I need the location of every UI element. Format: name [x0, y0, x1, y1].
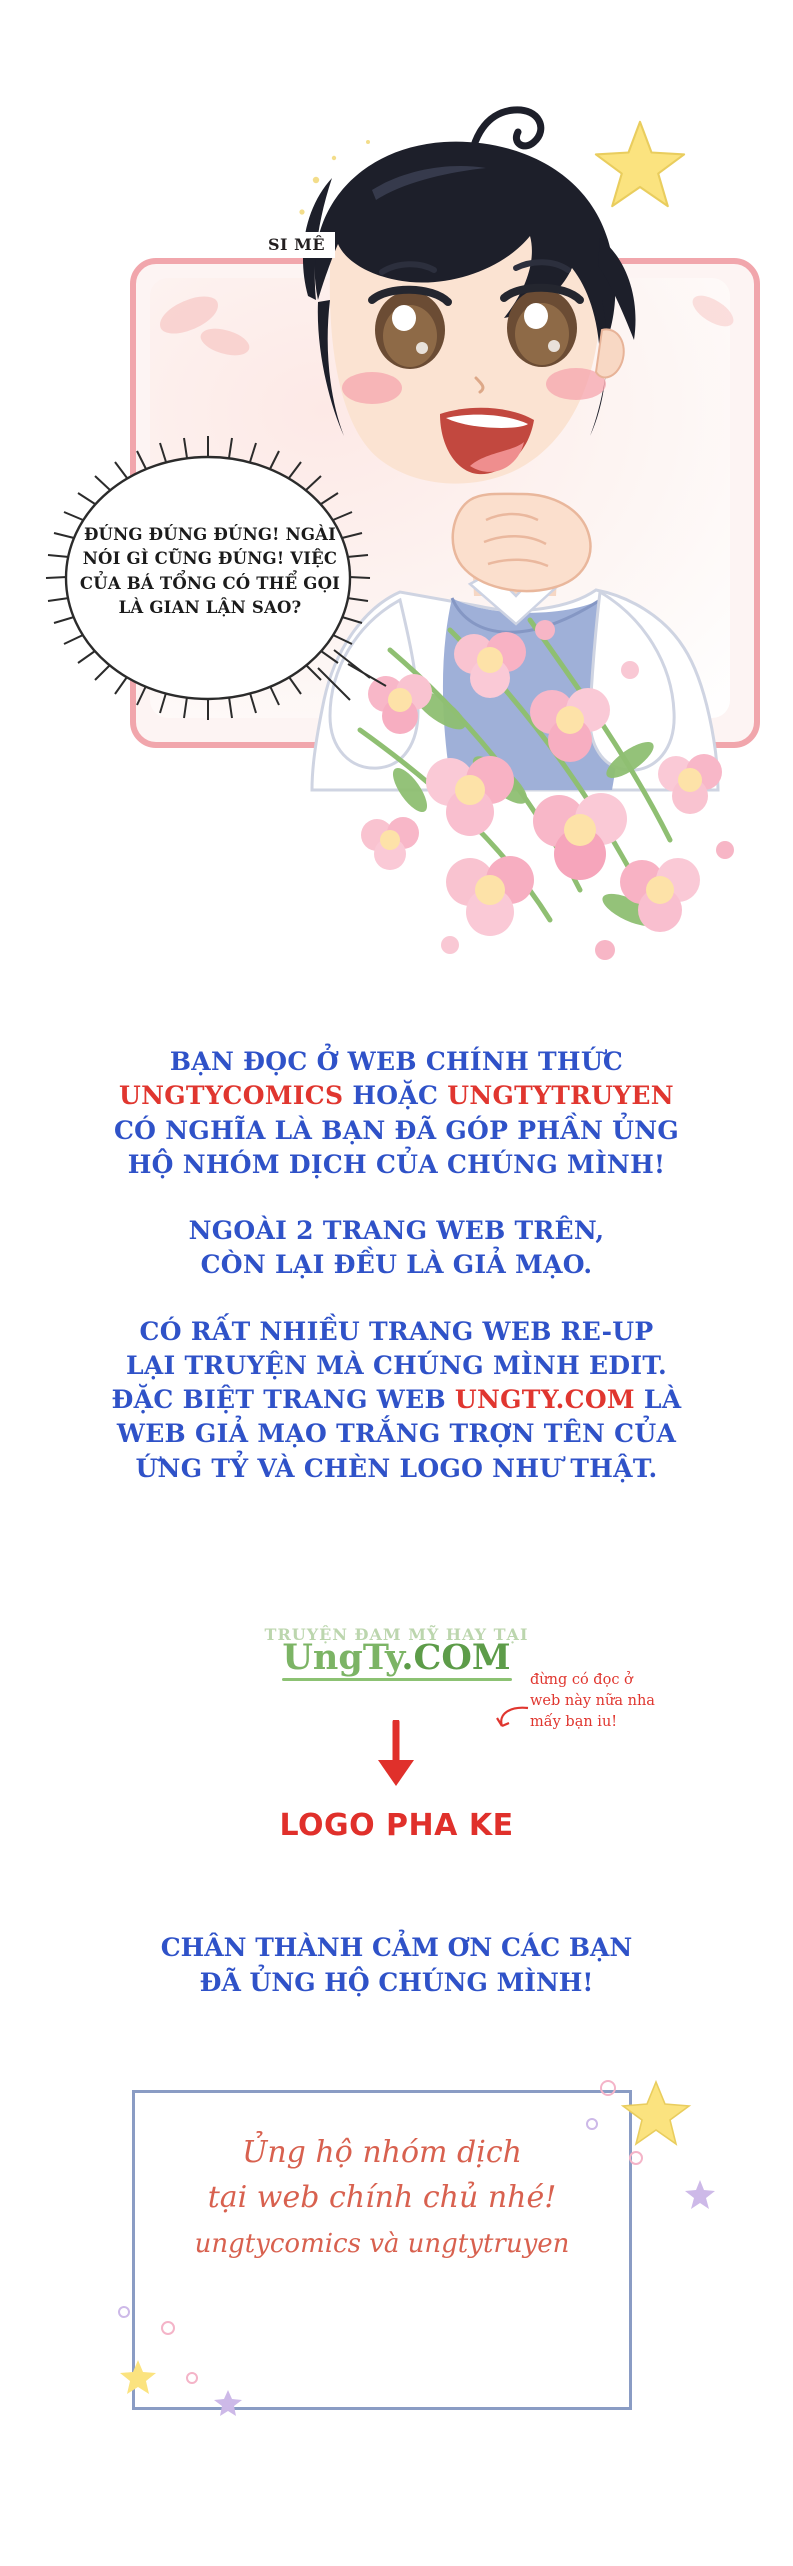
panel-tag: SI MÊ: [258, 232, 335, 258]
support-line-2: tại web chính chủ nhé!: [207, 2180, 557, 2215]
bubble-line-2: NÓI GÌ CŨNG ĐÚNG! VIỆC: [82, 549, 338, 569]
card-decor-stars: [100, 2060, 720, 2460]
curved-arrow-icon: [492, 1698, 532, 1738]
notice-line: CÒN LẠI ĐỀU LÀ GIẢ MẠO.: [200, 1250, 593, 1280]
fake-logo-underline: [282, 1678, 512, 1681]
side-note-line-2: web này nữa nha: [530, 1693, 655, 1710]
support-line-1: Ủng hộ nhóm dịch: [242, 2135, 522, 2170]
side-annotation: [530, 1670, 705, 1733]
fake-logo-name: UngTy: [282, 1637, 402, 1678]
notice-line: HỘ NHÓM DỊCH CỦA CHÚNG MÌNH!: [127, 1149, 666, 1179]
comic-panel: [0, 0, 793, 1000]
fake-logo-tagline: TRUYỆN ĐAM MỸ HAY TẠI: [264, 1625, 529, 1644]
suffix: LÀ: [634, 1385, 682, 1414]
notice-line: LẠI TRUYỆN MÀ CHÚNG MÌNH EDIT.: [125, 1350, 668, 1380]
notice-block-1: [0, 1045, 793, 1182]
site-ungtycomics: UNGTYCOMICS: [119, 1081, 344, 1111]
prefix: ĐẶC BIỆT TRANG WEB: [111, 1385, 455, 1414]
conj-or: HOẶC: [343, 1081, 448, 1111]
side-note-line-1: đừng có đọc ở: [530, 1672, 633, 1688]
notice-block-3: [0, 1315, 793, 1486]
down-arrow-icon: [336, 1720, 456, 1792]
notice-block-2: [0, 1214, 793, 1283]
notice-text: [0, 1045, 793, 1518]
notice-line-with-sites: [0, 1079, 793, 1113]
fake-site-name: UNGTY.COM: [454, 1385, 635, 1414]
bubble-line-4: LÀ GIAN LẬN SAO?: [118, 598, 302, 618]
notice-line: CÓ NGHĨA LÀ BẠN ĐÃ GÓP PHẦN ỦNG: [113, 1115, 679, 1145]
side-note-line-3: mấy bạn iu!: [530, 1714, 618, 1731]
speech-bubble: [18, 428, 398, 758]
thanks-line-1: CHÂN THÀNH CẢM ƠN CÁC BẠN: [160, 1933, 633, 1962]
notice-line: BẠN ĐỌC Ở WEB CHÍNH THỨC: [169, 1047, 624, 1076]
fake-logo-label: LOGO PHA KE: [279, 1808, 514, 1843]
notice-line: ỨNG TỶ VÀ CHÈN LOGO NHƯ THẬT.: [135, 1453, 658, 1483]
notice-line: CÓ RẤT NHIỀU TRANG WEB RE-UP: [139, 1316, 654, 1346]
notice-line: NGOÀI 2 TRANG WEB TRÊN,: [188, 1216, 605, 1245]
bubble-text: [70, 523, 350, 621]
fake-logo-tld: .COM: [401, 1637, 511, 1678]
thanks-message: [0, 1930, 793, 2000]
support-line-3: ungtycomics và ungtytruyen: [194, 2229, 570, 2259]
thanks-line-2: ĐÃ ỦNG HỘ CHÚNG MÌNH!: [199, 1968, 594, 1997]
bubble-line-1: ĐÚNG ĐÚNG ĐÚNG! NGÀI: [83, 525, 337, 544]
bubble-line-3: CỦA BÁ TỔNG CÓ THỂ GỌI: [79, 573, 341, 593]
notice-line: WEB GIẢ MẠO TRẮNG TRỢN TÊN CỦA: [116, 1419, 677, 1449]
flower-bouquet: [330, 590, 790, 1000]
site-ungtytruyen: UNGTYTRUYEN: [447, 1081, 674, 1111]
notice-line-fake-site: [0, 1383, 793, 1417]
